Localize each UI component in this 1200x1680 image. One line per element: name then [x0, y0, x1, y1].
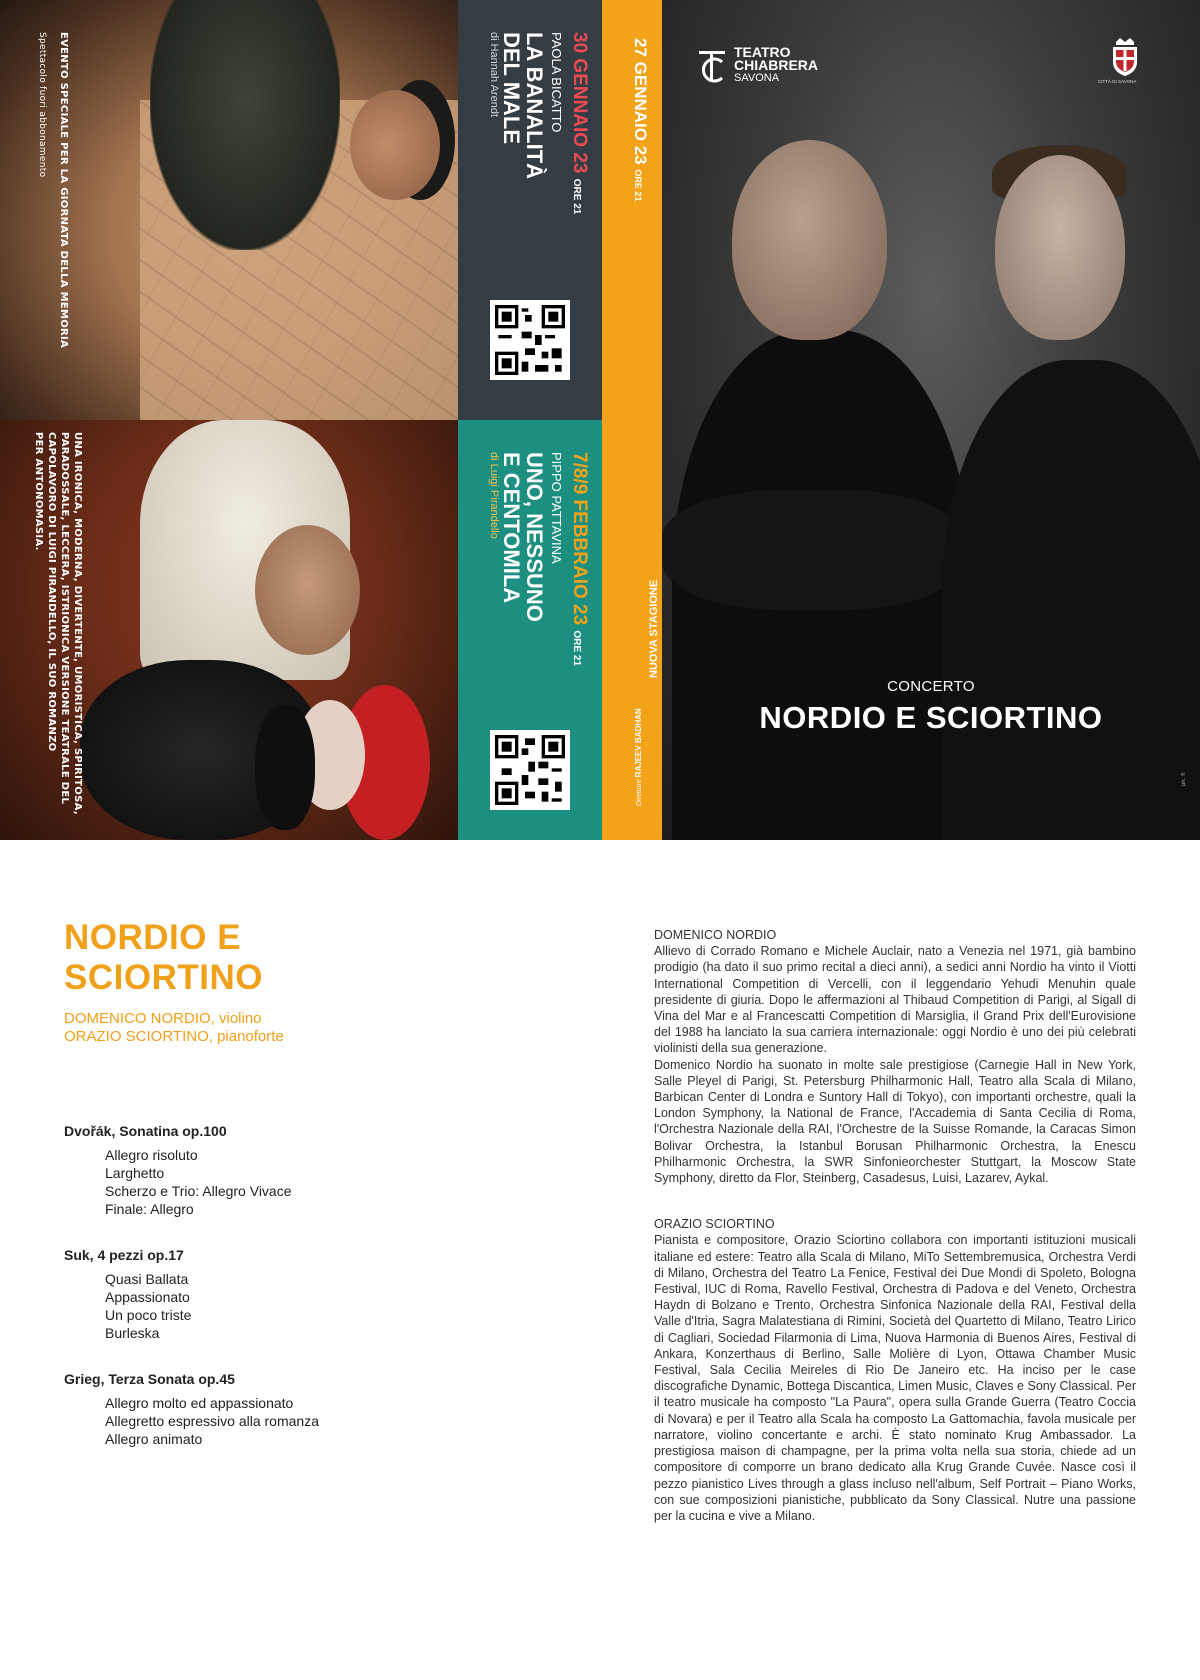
sciortino-figure	[942, 360, 1200, 840]
biographies-page	[654, 927, 1136, 1554]
show1-caption: EVENTO SPECIALE PER LA GIORNATA DELLA MEMORIA	[58, 32, 69, 349]
movement: Allegro animato	[105, 1431, 203, 1447]
movement: Appassionato	[105, 1289, 190, 1305]
show1-qr-code[interactable]	[490, 300, 570, 380]
program-piece	[64, 1246, 584, 1342]
show1-time: ORE 21	[571, 178, 582, 215]
movement: Allegretto espressivo alla romanza	[105, 1413, 319, 1429]
show1-performer: PAOLA BICATTO	[549, 32, 564, 133]
movement: Larghetto	[105, 1165, 165, 1181]
bio-paragraph: Domenico Nordio ha suonato in molte sale prestigiose (Carnegie Hall in New York, Salle Pleyel di Parigi, St. Petersburg Philharmonic Hall, Teatro alla Scala di Milano, Barbican Center di Londra e Suntory Hall di Tokyo), con importanti orchestre, quali la London Symphony, la National de France, l'Accademia di Santa Cecilia di Roma, l'Orchestra Nazionale della RAI, l'Orchestre de la Suisse Romande, la Caracas Simon Bolivar Orchestra, la Istanbul Borusan Philharmonic Orchestra, la Enescu Philharmonic Orchestra, la SWR Sinfonieorchester Stuttgart, la Moscow State Symphony, diretto da Flor, Steinberg, Casadesus, Luisi, Lazarev, Aykal.	[654, 1057, 1136, 1186]
performer-piano: ORAZIO SCIORTINO, pianoforte	[64, 1028, 284, 1045]
performer-violin: DOMENICO NORDIO, violino	[64, 1010, 262, 1027]
movement: Finale: Allegro	[105, 1201, 194, 1217]
savona-crest-icon	[1110, 38, 1140, 76]
show1-info-panel	[458, 0, 602, 420]
bio-paragraph: Pianista e compositore, Orazio Sciortino collabora con importanti istituzioni musicali italiane ed estere: Teatro alla Scala di Milano, MiTo Settembremusica, Orchestra Verdi di Milano, Orchestra del Teatro La Fenice, Festival dei Due Mondi di Spoleto, Bologna Festival, IUC di Roma, Ravello Festival, Orchestra di Padova e del Veneto, Orchestra Haydn di Bolzano e Trento, Orchestra Sinfonica Nazionale della RAI, Festival della Valle d'Itria, Sagra Malatestiana di Rimini, Società del Quartetto di Milano, Teatro Lirico di Cagliari, Sociedad Filarmonia di Lima, Nuova Harmonia di Buenos Aires, Festival di Ankara, Konzerthaus di Berlino, Salle Molière di Lyon, Ottawa Chamber Music Festival, Sala Cecilia Meireles di Rio De Janeiro etc. Ha inciso per le case discografiche Dynamic, Bottega Discantica, Limen Music, Claves e Sony Classical. Per il teatro musicale ha composto "La Paura", opera sulla Grande Guerra (Teatro Coccia di Novara) e per il Teatro alla Scala ha composto La Gattomachia, favola musicale per narratore, violino concertante e archi. È stato nominato Krug Ambassador. La prestigiosa maison di champagne, per la prima volta nella sua storia, chiede ad un compositore di comporre un brano dedicato alla Krug Grande Cuvée. Nasce così il pezzo pianistico Lives through a glass incluso nell'album, Self Portrait – Piano Works, con sue composizioni pianistiche, pubblicato da Sony Classical. Nutre una passione per la cucina e vive a Milano.	[654, 1233, 1136, 1523]
spine-season: NUOVA STAGIONE	[648, 579, 660, 678]
program-title: NORDIO E SCIORTINO	[64, 918, 263, 997]
nordio-face	[732, 140, 887, 340]
movement: Scherzo e Trio: Allegro Vivace	[105, 1183, 292, 1199]
teatro-chiabrera-logo: TEATRO CHIABRERA SAVONA	[698, 46, 818, 85]
show1-date: 30 GENNAIO 23	[569, 32, 590, 174]
show2-date: 7/8/9 FEBBRAIO 23	[569, 452, 590, 626]
show2-info-panel	[458, 420, 602, 840]
spine-date: 27 GENNAIO 23	[631, 38, 650, 165]
show1-author: di Hannah Arendt	[488, 32, 500, 118]
show2-author: di Luigi Pirandello	[488, 452, 500, 539]
piece-title: Grieg, Terza Sonata op.45	[64, 1371, 235, 1387]
theatre-logo-icon	[698, 48, 728, 84]
movement: Burleska	[105, 1325, 160, 1341]
show2-title: UNO, NESSUNO E CENTOMILA	[499, 452, 547, 622]
bio-nordio	[654, 927, 1136, 1186]
cover-kicker: CONCERTO	[887, 678, 975, 695]
show2-performer: PIPPO PATTAVINA	[549, 452, 564, 564]
piece-title: Dvořák, Sonatina op.100	[64, 1123, 227, 1139]
bio-paragraph: Allievo di Corrado Romano e Michele Auclair, nato a Venezia nel 1971, già bambino prodigio (ha dato il suo primo recital a dieci anni), a sedici anni Nordio ha vinto il Viotti International Competition di Vercelli, con il leggendario Yehudi Menuhin quale presidente di giuria. Dopo le affermazioni al Thibaud Competition di Parigi, al Sigall di Vina del Mar e al Francescatti Competition di Marsiglia, il Grand Prix dell'Eurovisione del 1988 ha lanciato la sua carriera internazionale: oggi Nordio è uno dei più celebrati violinisti della sua generazione.	[654, 944, 1136, 1056]
brochure-spine	[602, 0, 662, 840]
movement: Un poco triste	[105, 1307, 192, 1323]
crest-caption: CITTÀ DI SAVONA	[1098, 79, 1137, 84]
actress-figure	[150, 0, 340, 250]
qr-icon	[495, 305, 565, 375]
show1-photo: EVENTO SPECIALE PER LA GIORNATA DELLA MEMORIA Spettacolo fuori abbonamento	[0, 0, 458, 420]
show2-qr-code[interactable]	[490, 730, 570, 810]
sciortino-face	[995, 155, 1125, 340]
movement: Allegro risoluto	[105, 1147, 198, 1163]
movement: Quasi Ballata	[105, 1271, 189, 1287]
show1-title: LA BANALITÀ DEL MALE	[499, 32, 547, 180]
program-page	[64, 918, 584, 1476]
show2-photo	[0, 420, 458, 840]
program-piece	[64, 1370, 584, 1448]
spine-director: Direttore RAJEEV BADHAN	[634, 708, 643, 806]
movement: Allegro molto ed appassionato	[105, 1395, 294, 1411]
cover-page	[662, 0, 1200, 840]
bio-name: DOMENICO NORDIO	[654, 928, 777, 942]
show2-time: ORE 21	[571, 630, 582, 667]
qr-icon	[495, 735, 565, 805]
bio-sciortino	[654, 1216, 1136, 1524]
bio-name: ORAZIO SCIORTINO	[654, 1217, 775, 1232]
actress-face	[350, 90, 440, 200]
program-list	[64, 1122, 584, 1448]
program-piece	[64, 1122, 584, 1218]
show2-caption: UNA IRONICA, MODERNA, DIVERTENTE, UMORISTICA, SPIRITOSA, PARADOSSALE, LECCERA, ISTRIONICA VERSIONE TEATRALE DEL CAPOLAVORO DI LUIGI PIRANDELLO, IL SUO ROMANZO PER ANTONOMASIA.	[33, 432, 83, 815]
cover-title: NORDIO E SCIORTINO	[759, 700, 1103, 735]
piece-title: Suk, 4 pezzi op.17	[64, 1247, 184, 1263]
performers	[64, 1010, 584, 1046]
photo-credit: ph. ©	[1181, 771, 1187, 786]
actor-face	[255, 525, 360, 655]
spine-time: ORE 21	[633, 169, 643, 202]
